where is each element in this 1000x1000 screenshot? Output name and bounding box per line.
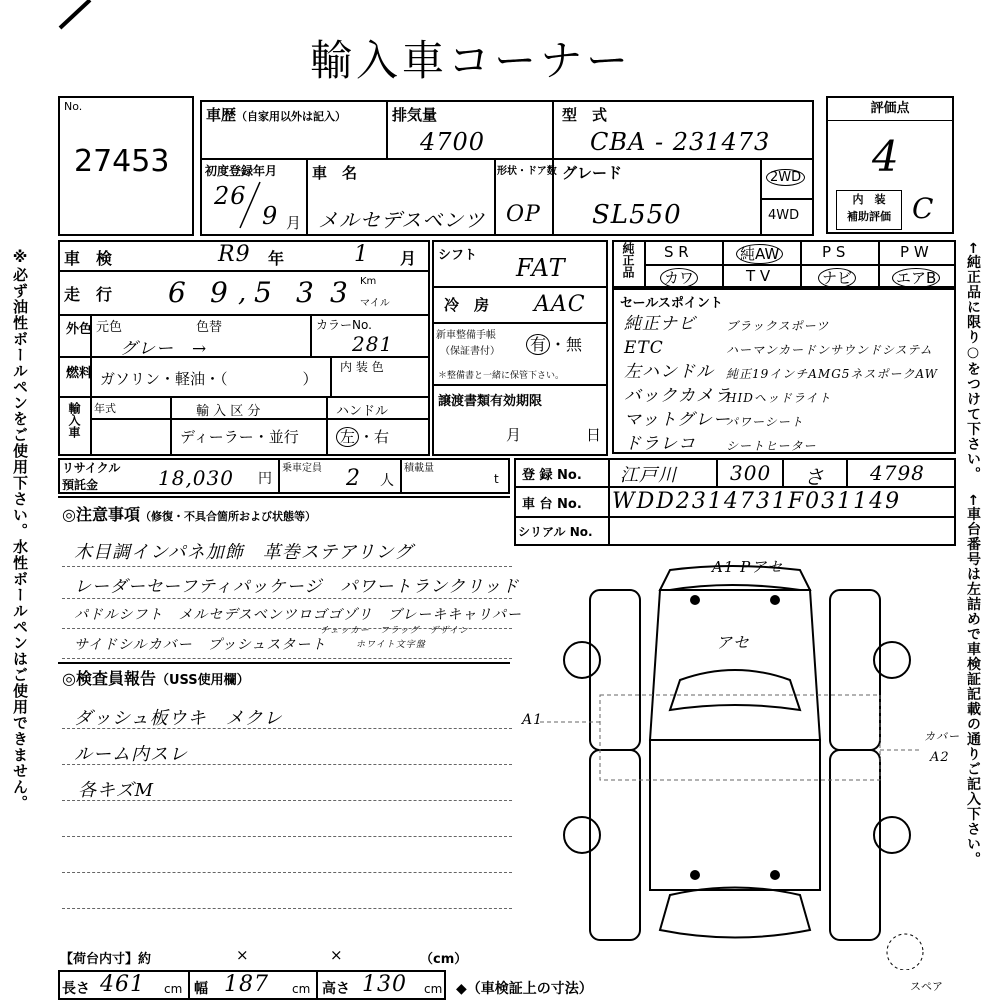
registration-number: 4798 bbox=[870, 461, 925, 485]
interior-score-value: C bbox=[912, 192, 935, 225]
page-title: 輸入車コーナー bbox=[310, 36, 633, 85]
mileage-digit: 3 bbox=[296, 276, 315, 309]
body-door-label: 形状・ドア数 bbox=[497, 166, 557, 177]
import-label: 輸入車 bbox=[67, 402, 81, 438]
diagram-hood-note: アセ bbox=[716, 633, 750, 652]
interior-label-2: 補助評価 bbox=[847, 210, 891, 223]
diagram-right-label: カバー bbox=[924, 730, 960, 743]
sales-left-list bbox=[624, 312, 732, 456]
mileage-label: 走 行 bbox=[64, 285, 113, 304]
caution-small-line: チェッカー フラッグ デザイン bbox=[320, 626, 469, 636]
sales-item: HIDヘッドライト bbox=[726, 391, 832, 405]
lot-number: 27453 bbox=[74, 144, 170, 179]
equip-ps[interactable]: P S bbox=[822, 243, 846, 261]
sales-item: マットグレー bbox=[624, 410, 731, 430]
lot-label: No. bbox=[64, 100, 83, 113]
inspection-month: 1 bbox=[354, 242, 369, 267]
import-section-value: ディーラー・並行 bbox=[180, 428, 299, 446]
equip-leather[interactable]: カワ bbox=[660, 267, 698, 288]
fuel-value: ガソリン・軽油・（ ） bbox=[100, 370, 318, 388]
inspection-era: R9 bbox=[218, 242, 251, 267]
dims-height: 130 bbox=[362, 972, 407, 997]
transfer-label: 譲渡書類有効期限 bbox=[438, 394, 543, 409]
inspection-label: 車 検 bbox=[64, 249, 113, 268]
dims-x: × bbox=[330, 946, 343, 964]
load-label: 積載量 bbox=[404, 463, 434, 474]
drive-2wd: 2WD bbox=[766, 170, 805, 185]
mileage-unit-km: Km bbox=[360, 276, 377, 287]
car-name-value: メルセデスベンツ bbox=[318, 208, 486, 232]
color-code-label: カラーNo. bbox=[316, 318, 372, 332]
mileage-digit: 3 bbox=[330, 276, 349, 309]
recycle-label-1: リサイクル bbox=[62, 461, 121, 475]
sales-item: ドラレコ bbox=[624, 434, 696, 454]
service-value: 有 ・無 bbox=[526, 332, 582, 355]
dims-width: 187 bbox=[224, 972, 269, 997]
ac-value: AAC bbox=[534, 292, 586, 317]
color-code-value: 281 bbox=[352, 332, 394, 356]
equip-navi[interactable]: ナビ bbox=[818, 267, 856, 288]
inspection-year-unit: 年 bbox=[268, 249, 285, 268]
first-reg-year: 26 bbox=[214, 182, 247, 210]
sales-item: 左ハンドル bbox=[624, 362, 714, 382]
dims-width-label: 幅 bbox=[194, 981, 208, 997]
caution-line: サイドシルカバー プッシュスタート bbox=[74, 637, 327, 653]
dims-x: × bbox=[236, 946, 249, 964]
displacement-label: 排気量 bbox=[392, 106, 438, 124]
score-label: 評価点 bbox=[828, 98, 952, 121]
body-door-value: OP bbox=[506, 202, 541, 227]
recycle-unit: 円 bbox=[258, 471, 272, 487]
caution-label: ◎注意事項（修復・不具合箇所および状態等） bbox=[62, 505, 316, 524]
vehicle-diagram bbox=[520, 550, 960, 970]
caution-line: 木目調インパネ加飾 革巻ステアリング bbox=[74, 542, 414, 563]
interior-label-1: 内 装 bbox=[852, 193, 886, 206]
sales-item: シートヒーター bbox=[726, 439, 817, 453]
first-reg-label: 初度登録年月 bbox=[205, 164, 278, 178]
service-note: ＊整備書と一緒に保管下さい。 bbox=[438, 371, 565, 381]
equip-pw[interactable]: P W bbox=[900, 243, 929, 261]
history-label: 車歴（自家用以外は記入） bbox=[206, 106, 347, 124]
dims-height-label: 高さ bbox=[322, 981, 350, 997]
ac-label: 冷 房 bbox=[444, 296, 490, 314]
changed-color-label: 色替 bbox=[196, 320, 223, 335]
sales-item: ハーマンカードンサウンドシステム bbox=[726, 343, 933, 357]
serial-label: シリアル No. bbox=[518, 525, 593, 539]
right-side-note-2: ←車台番号は左詰めで車検証記載の通りご記入下さい。 bbox=[965, 494, 981, 867]
inspection-month-unit: 月 bbox=[400, 249, 417, 268]
chassis-value: WDD2314731F031149 bbox=[612, 489, 902, 514]
sales-box bbox=[612, 288, 956, 454]
sales-item: 純正ナビ bbox=[624, 314, 696, 334]
caution-line: レーダーセーフティパッケージ パワートランクリッド bbox=[74, 577, 520, 597]
dims-cm: （cm） bbox=[420, 952, 468, 967]
registration-kana: さ bbox=[804, 465, 825, 489]
import-year-label: 年式 bbox=[94, 402, 116, 415]
sales-right-list bbox=[726, 314, 938, 458]
original-color-label: 元色 bbox=[96, 320, 123, 335]
equipment-label: 純正品 bbox=[621, 242, 635, 278]
sales-item: ブラックスポーツ bbox=[726, 319, 830, 333]
diagram-right-value: A2 bbox=[930, 750, 950, 765]
model-code-label: 型 式 bbox=[562, 106, 608, 124]
dims-note: ◆（車検証上の寸法） bbox=[456, 981, 593, 997]
color-value: グレー → bbox=[120, 339, 208, 359]
inspector-line: ダッシュ板ウキ メクレ bbox=[74, 708, 283, 729]
sales-item: ETC bbox=[624, 338, 664, 358]
mileage-separator: , bbox=[238, 278, 248, 308]
inspector-line: ルーム内スレ bbox=[74, 744, 188, 765]
caution-small bbox=[320, 624, 469, 652]
handle-label: ハンドル bbox=[336, 404, 389, 419]
equip-airbag[interactable]: エアB bbox=[892, 267, 940, 288]
shift-value: FAT bbox=[516, 254, 566, 282]
diagram-front-note: A1 Pアセ bbox=[712, 558, 784, 576]
inspector-label: ◎検査員報告（USS使用欄） bbox=[62, 669, 250, 688]
interior-score-label bbox=[836, 190, 902, 230]
chassis-label: 車 台 No. bbox=[522, 497, 582, 512]
load-unit: t bbox=[494, 472, 499, 486]
right-side-note-1: ←純正品に限り○をつけて下さい。 bbox=[965, 242, 981, 482]
import-section-label: 輸 入 区 分 bbox=[196, 404, 261, 419]
diagram-left-note: A1 bbox=[522, 712, 544, 728]
lot-box bbox=[58, 96, 194, 236]
mileage-digit: 5 bbox=[254, 276, 273, 309]
displacement-value: 4700 bbox=[420, 128, 486, 156]
equip-tv[interactable]: T V bbox=[746, 267, 771, 285]
shift-label: シフト bbox=[438, 248, 478, 263]
registration-area: 江戸川 bbox=[620, 465, 677, 486]
dims-header: 【荷台内寸】約 bbox=[60, 952, 152, 967]
capacity-value: 2 bbox=[346, 466, 361, 491]
recycle-value: 18,030 bbox=[158, 466, 234, 490]
sales-item: バックカメラ bbox=[624, 386, 732, 406]
left-side-note: ※必ず油性ボールペンをご使用下さい。水性ボールペンはご使用できません。 bbox=[11, 248, 29, 811]
mileage-digits bbox=[124, 276, 394, 310]
model-code-value: CBA - 231473 bbox=[590, 128, 771, 156]
car-name-label: 車 名 bbox=[312, 164, 358, 182]
capacity-unit: 人 bbox=[380, 473, 394, 489]
transfer-day: 日 bbox=[586, 426, 602, 444]
service-label-2: （保証書付） bbox=[440, 346, 500, 357]
sales-item: パワーシート bbox=[726, 415, 804, 429]
mileage-unit-mile: マイル bbox=[360, 298, 390, 309]
mileage-digit: 9 bbox=[210, 276, 229, 309]
score-box bbox=[826, 96, 954, 234]
corner-mark bbox=[40, 0, 100, 30]
equip-sr[interactable]: S R bbox=[664, 243, 689, 261]
fuel-label: 燃料 bbox=[66, 366, 93, 381]
first-reg-month-unit: 月 bbox=[286, 214, 302, 232]
mileage-digit: 6 bbox=[168, 276, 187, 309]
equip-aw[interactable]: 純AW bbox=[736, 243, 783, 264]
caution-small-line: ホワイト文字盤 bbox=[356, 640, 426, 650]
grade-label: グレード bbox=[562, 164, 623, 182]
sales-item: 純正19インチAMG5ネスポークAW bbox=[726, 367, 938, 381]
registration-class: 300 bbox=[730, 461, 772, 485]
dims-length: 461 bbox=[100, 972, 145, 997]
interior-color-label: 内 装 色 bbox=[340, 360, 384, 374]
handle-value: 左 ・右 bbox=[336, 426, 389, 447]
exterior-label: 外色 bbox=[66, 322, 93, 337]
drive-4wd: 4WD bbox=[768, 208, 800, 223]
dims-width-unit: cm bbox=[292, 982, 311, 996]
grade-value: SL550 bbox=[592, 200, 682, 230]
registration-label: 登 録 No. bbox=[522, 468, 582, 483]
diagram-spare-label: スペア bbox=[910, 980, 943, 993]
score-value: 4 bbox=[872, 132, 900, 181]
dims-length-unit: cm bbox=[164, 982, 183, 996]
sales-label: セールスポイント bbox=[620, 296, 723, 311]
inspector-line: 各キズM bbox=[78, 780, 155, 801]
service-label-1: 新車整備手帳 bbox=[436, 330, 496, 341]
capacity-label: 乗車定員 bbox=[282, 463, 322, 474]
caution-line: パドルシフト メルセデスベンツロゴゴゾリ ブレーキキャリパー bbox=[74, 607, 522, 623]
recycle-label-2: 預託金 bbox=[62, 478, 99, 492]
first-reg-month: 9 bbox=[262, 202, 279, 230]
dims-height-unit: cm bbox=[424, 982, 443, 996]
transfer-month: 月 bbox=[506, 426, 522, 444]
dims-length-label: 長さ bbox=[62, 981, 90, 997]
